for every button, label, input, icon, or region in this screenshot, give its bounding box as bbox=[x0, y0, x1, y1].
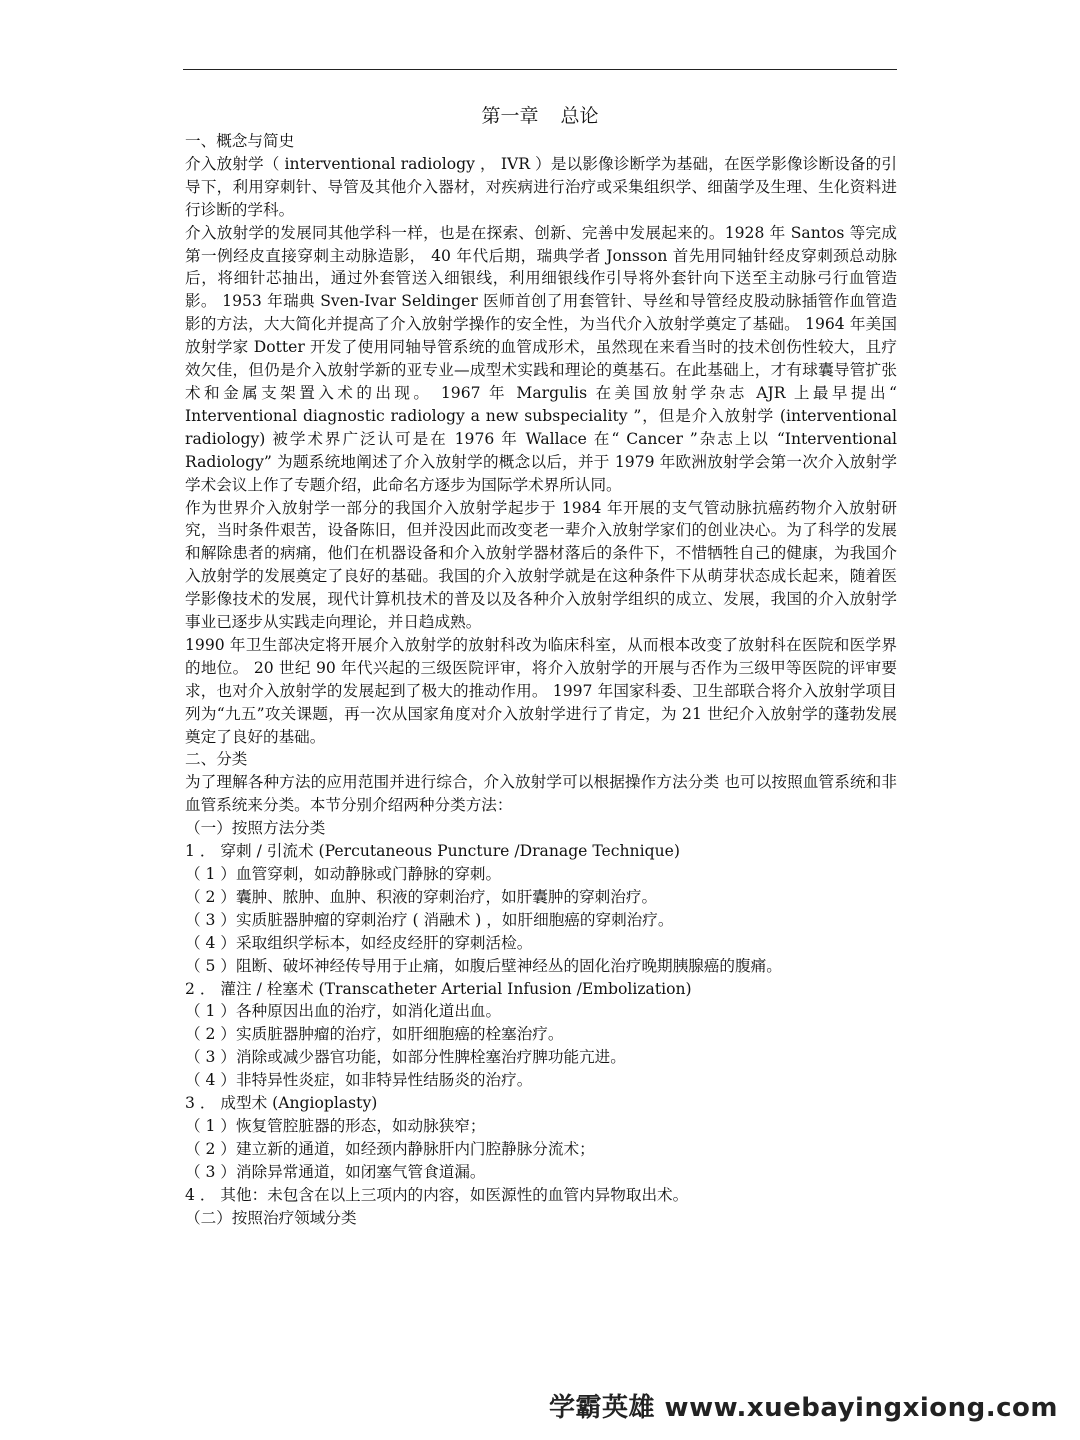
subsection-heading: （二）按照治疗领域分类 bbox=[185, 1208, 357, 1227]
header-rule bbox=[183, 69, 897, 70]
list-item: （ 2 ）囊肿、脓肿、血肿、积液的穿刺治疗，如肝囊肿的穿刺治疗。 bbox=[185, 887, 658, 906]
category-title: 1 ． 穿刺 / 引流术 (Percutaneous Puncture /Dranage Technique) bbox=[185, 842, 680, 861]
chapter-name: 总论 bbox=[560, 105, 599, 127]
category-title: 2 ． 灌注 / 栓塞术 (Transcatheter Arterial Infusion /Embolization) bbox=[185, 979, 692, 998]
category-title: 3 ． 成型术 (Angioplasty) bbox=[185, 1094, 378, 1113]
list-item: （ 4 ）采取组织学标本，如经皮经肝的穿刺活检。 bbox=[185, 933, 533, 952]
chapter-number: 第一章 bbox=[481, 105, 539, 127]
list-item: （ 3 ）消除或减少器官功能，如部分性脾栓塞治疗脾功能亢进。 bbox=[185, 1048, 626, 1067]
document-body bbox=[185, 130, 897, 1230]
list-item: （ 4 ）非特异性炎症，如非特异性结肠炎的治疗。 bbox=[185, 1071, 533, 1090]
chapter-title bbox=[183, 104, 897, 128]
watermark: 学霸英雄 www.xuebayingxiong.com bbox=[549, 1393, 1058, 1423]
list-item: （ 5 ）阻断、破坏神经传导用于止痛，如腹后壁神经丛的固化治疗晚期胰腺癌的腹痛。 bbox=[185, 956, 782, 975]
list-item: （ 2 ）建立新的通道，如经颈内静脉肝内门腔静脉分流术； bbox=[185, 1139, 595, 1158]
paragraph: 介入放射学（ interventional radiology ， IVR ）是以影像诊断学为基础，在医学影像诊断设备的引导下，利用穿刺针、导管及其他介入器材，对疾病进行治疗或采集组织学、细菌学及生理、生化资料进行诊断的学科。 bbox=[185, 154, 897, 219]
section-heading: 一、概念与简史 bbox=[185, 132, 295, 150]
list-item: （ 2 ）实质脏器肿瘤的治疗，如肝细胞癌的栓塞治疗。 bbox=[185, 1025, 564, 1044]
paragraph: 作为世界介入放射学一部分的我国介入放射学起步于 1984 年开展的支气管动脉抗癌药物介入放射研究，当时条件艰苦，设备陈旧，但并没因此而改变老一辈介入放射学家们的创业决心。为了科学的发展和解除患者的病痛，他们在机器设备和介入放射学器材落后的条件下，不惜牺牲自己的健康，为我国介入放射学的发展奠定了良好的基础。我国的介入放射学就是在这种条件下从萌芽状态成长起来，随着医学影像技术的发展，现代计算机技术的普及以及各种介入放射学组织的成立、发展，我国的介入放射学事业已逐步从实践走向理论，并日趋成熟。 bbox=[185, 498, 897, 632]
list-item: （ 3 ）实质脏器肿瘤的穿刺治疗 ( 消融术 ) ，如肝细胞癌的穿刺治疗。 bbox=[185, 910, 674, 929]
section-heading: 二、分类 bbox=[185, 750, 248, 769]
list-item: （ 1 ）血管穿刺，如动静脉或门静脉的穿刺。 bbox=[185, 865, 502, 883]
paragraph: 为了理解各种方法的应用范围并进行综合，介入放射学可以根据操作方法分类 也可以按照血管系统和非血管系统来分类。本节分别介绍两种分类方法： bbox=[185, 773, 897, 815]
list-item: （ 1 ）恢复管腔脏器的形态，如动脉狭窄； bbox=[185, 1116, 486, 1135]
paragraph: 介入放射学的发展同其他学科一样，也是在探索、创新、完善中发展起来的。1928 年 Santos 等完成第一例经皮直接穿刺主动脉造影， 40 年代后期，瑞典学者 Jonsson 首先用同轴针经皮穿刺颈总动脉后，将细针芯抽出，通过外套管送入细银线，利用细银线作引导将外套针向下送至主动脉弓行血管造影。 1953 年瑞典 Sven-Ivar Seldinger 医师首创了用套管针、导丝和导管经皮股动脉插管作血管造影的方法，大大简化并提高了介入放射学操作的安全性，为当代介入放射学奠定了基础。 1964 年美国放射学家 Dotter 开发了使用同轴导管系统的血管成形术，虽然现在来看当时的技术创伤性较大，且疗效欠佳，但仍是介入放射学新的亚专业—成型术实践和理论的奠基石。在此基础上，才有球囊导管扩张术和金属支架置入术的出现。 1967 年 Margulis 在美国放射学杂志 AJR 上最早提出“ Interventional diagnostic radiology a new subspeciality ”，但是介入放射学 (interventional radiology) 被学术界广泛认可是在 1976 年 Wallace 在“ Cancer ”杂志上以 “Interventional Radiology” 为题系统地阐述了介入放射学的概念以后，并于 1979 年欧洲放射学会第一次介入放射学学术会议上作了专题介绍，此命名方逐步为国际学术界所认同。 bbox=[185, 223, 897, 494]
category-title: 4 ． 其他：未包含在以上三项内的内容，如医源性的血管内异物取出术。 bbox=[185, 1185, 689, 1204]
subsection-heading: （一）按照方法分类 bbox=[185, 819, 326, 838]
paragraph: 1990 年卫生部决定将开展介入放射学的放射科改为临床科室，从而根本改变了放射科在医院和医学界的地位。 20 世纪 90 年代兴起的三级医院评审，将介入放射学的开展与否作为三级甲等医院的评审要求，也对介入放射学的发展起到了极大的推动作用。 1997 年国家科委、卫生部联合将介入放射学项目列为“九五”攻关课题，再一次从国家角度对介入放射学进行了肯定，为 21 世纪介入放射学的蓬勃发展奠定了良好的基础。 bbox=[185, 635, 897, 746]
list-item: （ 3 ）消除异常通道，如闭塞气管食道漏。 bbox=[185, 1162, 486, 1181]
list-item: （ 1 ）各种原因出血的治疗，如消化道出血。 bbox=[185, 1002, 502, 1021]
